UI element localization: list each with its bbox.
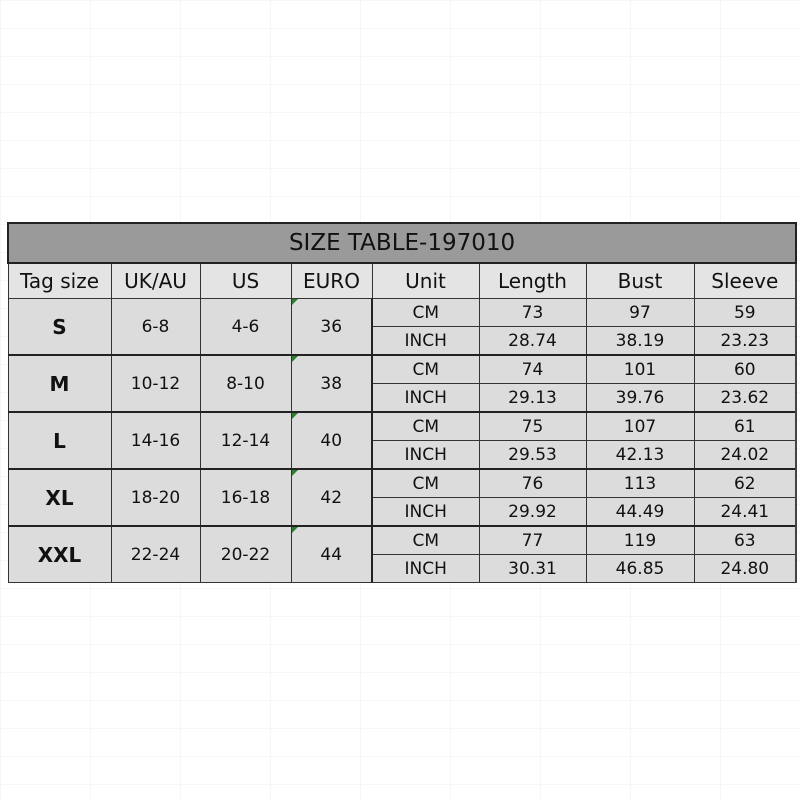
bust-cell: 97: [586, 299, 694, 327]
length-cell: 77: [479, 526, 586, 555]
us-cell: 8-10: [200, 355, 291, 412]
length-cell: 28.74: [479, 327, 586, 356]
bust-cell: 119: [586, 526, 694, 555]
table-row: [8, 355, 796, 384]
header-bust: Bust: [586, 263, 694, 299]
unit-cell: INCH: [372, 555, 479, 583]
unit-cell: CM: [372, 355, 479, 384]
sleeve-cell: 63: [694, 526, 796, 555]
header-us: US: [200, 263, 291, 299]
sleeve-cell: 59: [694, 299, 796, 327]
sleeve-cell: 23.62: [694, 384, 796, 413]
unit-cell: CM: [372, 299, 479, 327]
bust-cell: 44.49: [586, 498, 694, 527]
sleeve-cell: 62: [694, 469, 796, 498]
sleeve-cell: 60: [694, 355, 796, 384]
us-cell: 20-22: [200, 526, 291, 583]
sleeve-cell: 61: [694, 412, 796, 441]
unit-cell: INCH: [372, 498, 479, 527]
table-row: [8, 526, 796, 555]
tag-size-cell: XL: [8, 469, 111, 526]
euro-cell: 36: [291, 299, 372, 356]
table-title: SIZE TABLE-197010: [8, 223, 796, 263]
length-cell: 29.92: [479, 498, 586, 527]
length-cell: 29.13: [479, 384, 586, 413]
length-cell: 76: [479, 469, 586, 498]
tag-size-cell: XXL: [8, 526, 111, 583]
sleeve-cell: 24.80: [694, 555, 796, 583]
euro-cell: 38: [291, 355, 372, 412]
length-cell: 74: [479, 355, 586, 384]
euro-cell: 42: [291, 469, 372, 526]
uk-au-cell: 6-8: [111, 299, 200, 356]
header-sleeve: Sleeve: [694, 263, 796, 299]
unit-cell: CM: [372, 412, 479, 441]
tag-size-cell: S: [8, 299, 111, 356]
sleeve-cell: 23.23: [694, 327, 796, 356]
length-cell: 75: [479, 412, 586, 441]
bust-cell: 107: [586, 412, 694, 441]
length-cell: 73: [479, 299, 586, 327]
length-cell: 29.53: [479, 441, 586, 470]
header-unit: Unit: [372, 263, 479, 299]
bust-cell: 39.76: [586, 384, 694, 413]
unit-cell: INCH: [372, 384, 479, 413]
bust-cell: 42.13: [586, 441, 694, 470]
table-row: [8, 469, 796, 498]
uk-au-cell: 18-20: [111, 469, 200, 526]
sleeve-cell: 24.41: [694, 498, 796, 527]
bust-cell: 101: [586, 355, 694, 384]
length-cell: 30.31: [479, 555, 586, 583]
uk-au-cell: 14-16: [111, 412, 200, 469]
us-cell: 12-14: [200, 412, 291, 469]
euro-cell: 40: [291, 412, 372, 469]
unit-cell: CM: [372, 469, 479, 498]
unit-cell: INCH: [372, 327, 479, 356]
size-table: [7, 222, 797, 583]
uk-au-cell: 22-24: [111, 526, 200, 583]
bust-cell: 38.19: [586, 327, 694, 356]
tag-size-cell: M: [8, 355, 111, 412]
sleeve-cell: 24.02: [694, 441, 796, 470]
us-cell: 16-18: [200, 469, 291, 526]
unit-cell: INCH: [372, 441, 479, 470]
tag-size-cell: L: [8, 412, 111, 469]
header-uk-au: UK/AU: [111, 263, 200, 299]
bust-cell: 113: [586, 469, 694, 498]
header-euro: EURO: [291, 263, 372, 299]
header-length: Length: [479, 263, 586, 299]
table-row: [8, 299, 796, 327]
header-row: [8, 263, 796, 299]
bust-cell: 46.85: [586, 555, 694, 583]
table-row: [8, 412, 796, 441]
header-tag-size: Tag size: [8, 263, 111, 299]
unit-cell: CM: [372, 526, 479, 555]
us-cell: 4-6: [200, 299, 291, 356]
euro-cell: 44: [291, 526, 372, 583]
uk-au-cell: 10-12: [111, 355, 200, 412]
